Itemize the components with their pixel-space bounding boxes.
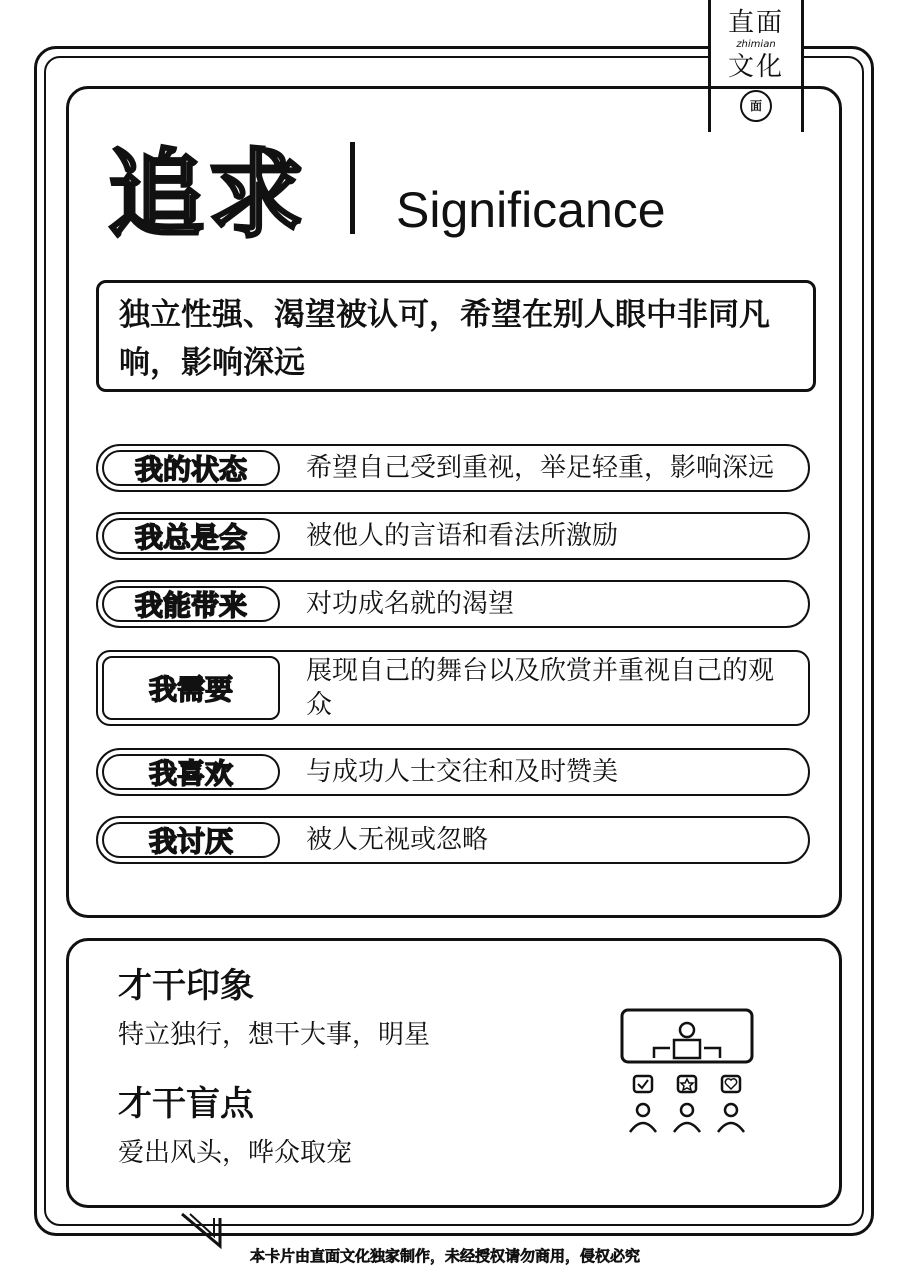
page-title: 追求 [108,139,308,251]
trait-row-like [96,748,810,796]
trait-value: 与成功人士交往和及时赞美 [306,757,619,787]
trait-label: 我的状态 [102,450,280,486]
brand-seal-icon: 面 [740,90,772,122]
footer-copyright: 本卡片由直面文化独家制作，未经授权请勿商用，侵权必究 [250,1247,641,1265]
speech-tail [180,1210,260,1250]
brand-name-line1: 直面 [727,8,784,38]
trait-value: 对功成名就的渴望 [306,589,515,619]
talent-impression-title: 才干印象 [118,966,254,1006]
summary-box: 独立性强、渴望被认可，希望在别人眼中非同凡响，影响深远 [96,280,816,392]
trait-row-bring [96,580,810,628]
talent-impression-text: 特立独行，想干大事，明星 [118,1020,431,1050]
brand-pinyin: zhimian [736,39,776,50]
title-divider [350,142,355,234]
trait-row-status [96,444,810,492]
trait-value: 被他人的言语和看法所激励 [306,521,619,551]
trait-value: 展现自己的舞台以及欣赏并重视自己的观众 [306,656,775,720]
trait-value: 被人无视或忽略 [306,825,489,855]
trait-row-dislike [96,816,810,864]
trait-label: 我喜欢 [102,754,280,790]
trait-value: 希望自己受到重视，举足轻重，影响深远 [306,453,775,483]
trait-label: 我讨厌 [102,822,280,858]
trait-row-always [96,512,810,560]
page-subtitle: Significance [396,182,666,238]
trait-label: 我需要 [102,656,280,720]
talent-blindspot-text: 爱出风头，哗众取宠 [118,1138,353,1168]
brand-name-line2: 文化 [727,52,784,82]
trait-label: 我能带来 [102,586,280,622]
talent-blindspot-title: 才干盲点 [118,1084,254,1124]
presenter-audience-icon [618,1008,756,1140]
trait-label: 我总是会 [102,518,280,554]
trait-row-need [96,650,810,726]
